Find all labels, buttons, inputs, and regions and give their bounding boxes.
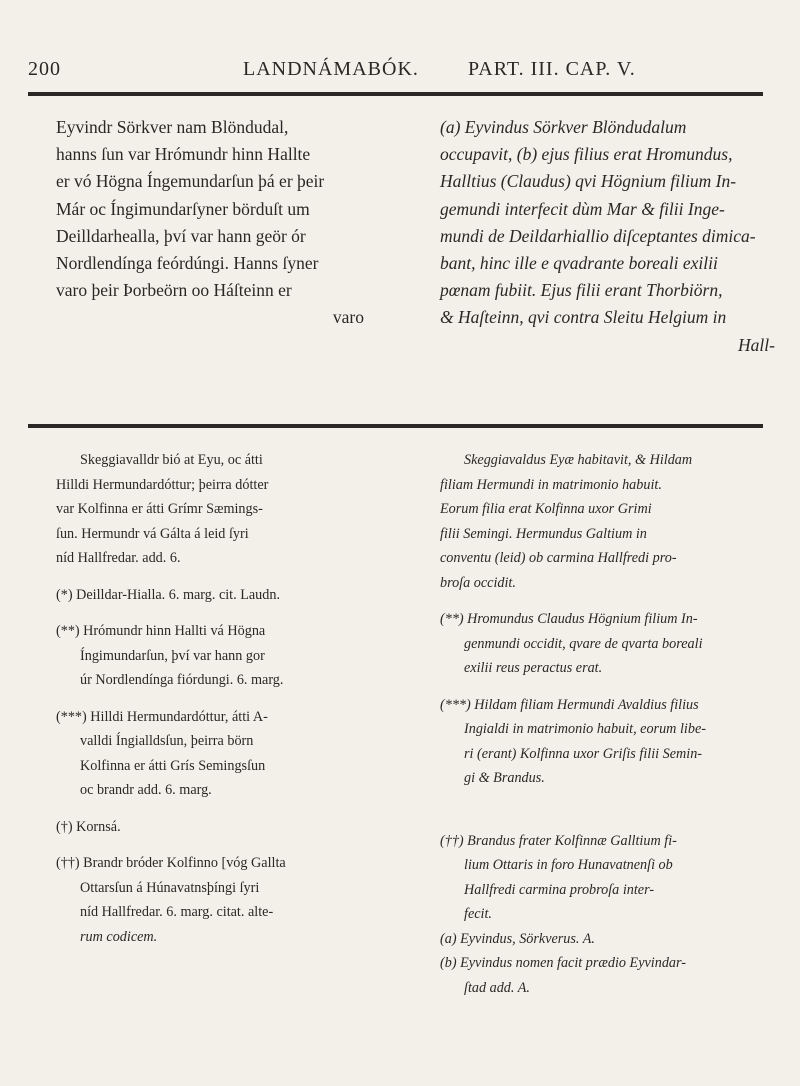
note-line: valldi Íngialldsſun, þeirra börn [80, 733, 254, 749]
note-line: ſtad add. A. [464, 979, 530, 996]
section-reference: PART. III. CAP. V. [468, 58, 636, 80]
note-line: (***) Hilldi Hermundardóttur, átti A- [56, 708, 268, 725]
text-line: Nordlendínga feórdúngi. Hanns ſyner [56, 253, 319, 274]
note-line: lium Ottaris in foro Hunavatnenſi ob [464, 857, 673, 873]
page-header [28, 58, 768, 90]
page-number: 200 [28, 58, 61, 80]
note-line: Ingialdi in matrimonio habuit, eorum libe- [464, 721, 706, 737]
main-text-latin [440, 114, 775, 359]
note-line: Skeggiavalldr bió at Eyu, oc átti [80, 452, 263, 468]
text-line: Már oc Íngimundarſyner börduſt um [56, 198, 310, 219]
note-line: ſun. Hermundr vá Gálta á leid ſyri [56, 525, 249, 542]
note-line: broſa occidit. [440, 574, 516, 591]
note-line: (a) Eyvindus, Sörkverus. A. [440, 930, 595, 947]
text-line: hanns ſun var Hrómundr hinn Hallte [56, 144, 311, 165]
text-line: (a) Eyvindus Sörkver Blöndudalum [440, 117, 687, 137]
note-line: Hallfredi carmina probroſa inter- [464, 881, 655, 898]
text-line: er vó Högna Íngemundarſun þá er þeir [56, 171, 325, 192]
note-line: Íngimundarſun, því var hann gor [80, 647, 265, 664]
note-line: (**) Hrómundr hinn Hallti vá Högna [56, 623, 266, 639]
note-line: níd Hallfredar. 6. marg. citat. alte- [80, 904, 274, 920]
note-line: var Kolfinna er átti Grímr Sæmings- [56, 501, 263, 517]
note-line: exilii reus peractus erat. [464, 660, 603, 676]
note-line: úr Nordlendínga fiórdungi. 6. marg. [80, 672, 284, 688]
running-title: LANDNÁMABÓK. [243, 58, 419, 80]
text-line: mundi de Deildarhiallio diſceptantes dimica- [440, 225, 756, 246]
note-line: Hilldi Hermundardóttur; þeirra dótter [56, 476, 269, 493]
footnotes-latin [440, 448, 775, 1000]
note-line: Eorum filia erat Kolfinna uxor Grimi [440, 501, 652, 517]
text-line: Eyvindr Sörkver nam Blöndudal, [56, 117, 289, 137]
text-line: Deilldarhealla, því var hann geör ór [56, 225, 306, 246]
note-line: (††) Brandr bróder Kolfinno [vóg Gallta [56, 855, 286, 871]
note-line: ri (erant) Kolfinna uxor Griſis filii Semin- [464, 745, 703, 762]
header-rule [28, 92, 763, 96]
text-line: gemundi interfecit dùm Mar & filii Inge- [440, 198, 725, 219]
note-line: genmundi occidit, qvare de qvarta boreali [464, 635, 703, 652]
text-line: occupavit, (b) ejus filius erat Hromundus, [440, 144, 733, 165]
text-line: bant, hinc ille e qvadrante boreali exilii [440, 253, 718, 274]
text-line: pœnam fubiit. Ejus filii erant Thorbiörn, [440, 280, 723, 301]
note-line: Ottarsſun á Húnavatnsþíngi ſyri [80, 879, 260, 896]
note-line: fecit. [464, 906, 492, 922]
note-line: (*) Deilldar-Hialla. 6. marg. cit. Laudn. [56, 586, 281, 603]
note-line: gi & Brandus. [464, 770, 545, 786]
main-text-icelandic [56, 114, 386, 332]
note-line: (***) Hildam filiam Hermundi Avaldius filius [440, 696, 699, 713]
text-line: & Haſteinn, qvi contra Sleitu Helgium in [440, 307, 727, 328]
note-line: oc brandr add. 6. marg. [80, 782, 212, 798]
footnotes-icelandic [56, 448, 386, 949]
note-line: conventu (leid) ob carmina Hallfredi pro- [440, 550, 677, 566]
note-line: filiam Hermundi in matrimonio habuit. [440, 476, 662, 493]
footnote-rule [28, 424, 763, 428]
text-line: varo þeir Þorbeörn oo Háſteinn er [56, 280, 292, 301]
note-line: filii Semingi. Hermundus Galtium in [440, 525, 647, 542]
note-line: (†) Kornsá. [56, 818, 121, 835]
note-line: (††) Brandus frater Kolfinnæ Galltium fi- [440, 832, 677, 849]
note-line: Skeggiavaldus Eyæ habitavit, & Hildam [464, 452, 693, 468]
text-line: Hall- [738, 334, 775, 355]
note-line: níd Hallfredar. add. 6. [56, 550, 181, 566]
note-line: (b) Eyvindus nomen facit prædio Eyvindar- [440, 955, 686, 971]
text-line: varo [332, 307, 364, 328]
note-line: Kolfinna er átti Grís Semingsſun [80, 757, 266, 774]
text-line: Halltius (Claudus) qvi Högnium filium In- [440, 171, 737, 192]
note-line: (**) Hromundus Claudus Högnium filium In- [440, 611, 698, 627]
note-line: rum codicem. [80, 928, 158, 945]
